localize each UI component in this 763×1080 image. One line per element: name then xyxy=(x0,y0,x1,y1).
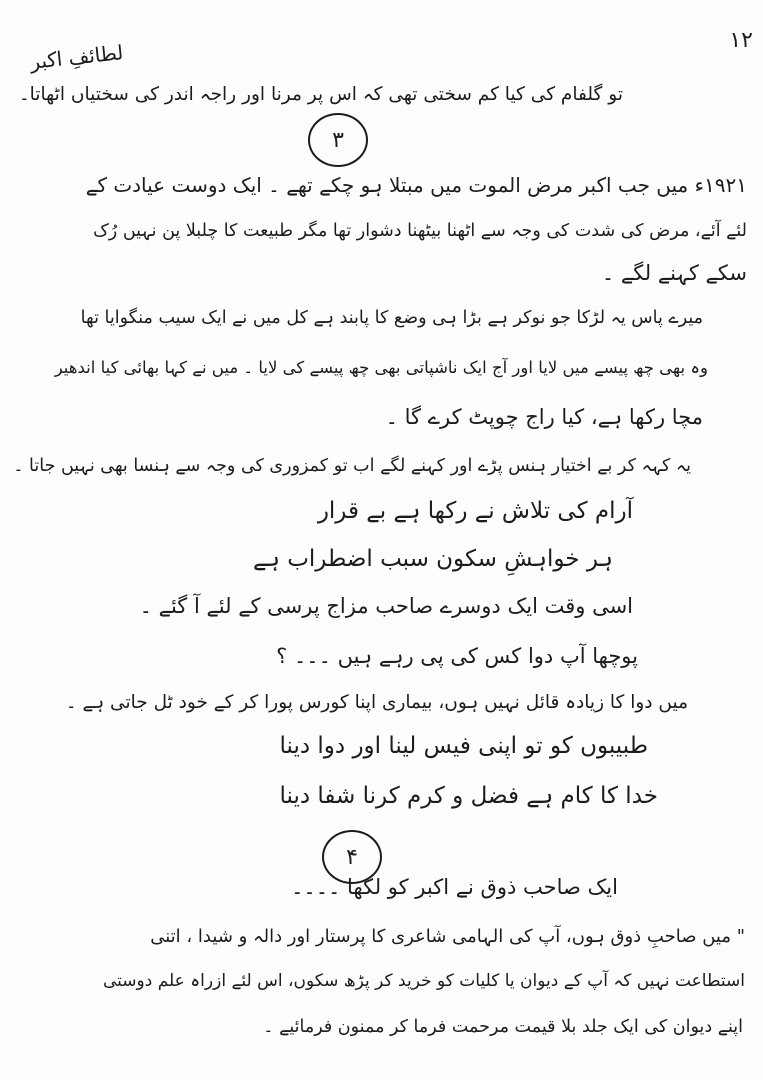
paragraph-line: سکے کہنے لگے ۔ xyxy=(601,261,747,285)
section-number-label: ۴ xyxy=(346,844,358,870)
verse-line: طبیبوں کو تو اپنی فیس لینا اور دوا دینا xyxy=(279,733,648,759)
page-number: ۱۲ xyxy=(729,28,753,53)
paragraph-line: لئے آئے، مرض کی شدت کی وجہ سے اٹھنا بیٹھنا دشوار تھا مگر طبیعت کا چلبلا پن نہیں رُک xyxy=(93,221,747,241)
paragraph-line: میرے پاس یہ لڑکا جو نوکر ہے بڑا ہی وضع کا پابند ہے کل میں نے ایک سیب منگوایا تھا xyxy=(80,308,703,328)
paragraph-line: وہ بھی چھ پیسے میں لایا اور آج ایک ناشپاتی بھی چھ پیسے کی لایا ۔ میں نے کہا بھائی کیا اندھیر xyxy=(54,358,708,377)
verse-line: خدا کا کام ہے فضل و کرم کرنا شفا دینا xyxy=(279,783,658,809)
book-title: لطائفِ اکبر xyxy=(28,40,124,74)
section-number-3 xyxy=(308,113,368,167)
paragraph-line: پوچھا آپ دوا کس کی پی رہے ہیں ۔۔۔ ؟ xyxy=(276,644,638,668)
paragraph-line: ۱۹۲۱ء میں جب اکبر مرض الموت میں مبتلا ہو چکے تھے ۔ ایک دوست عیادت کے xyxy=(85,173,747,197)
paragraph-line: ایک صاحب ذوق نے اکبر کو لکھا ۔۔۔۔ xyxy=(291,875,618,899)
paragraph-line: استطاعت نہیں کہ آپ کے دیوان یا کلیات کو خرید کر پڑھ سکوں، اس لئے ازراہ علم دوستی xyxy=(103,971,745,991)
paragraph-line: اپنے دیوان کی ایک جلد بلا قیمت مرحمت فرما کر ممنون فرمائیے ۔ xyxy=(263,1017,743,1037)
paragraph-line: " میں صاحبِ ذوق ہوں، آپ کی الہامی شاعری کا پرستار اور دالہ و شیدا ، اتنی xyxy=(150,926,745,947)
verse-line: آرام کی تلاش نے رکھا ہے بے قرار xyxy=(317,498,633,524)
paragraph-line: تو گلفام کی کیا کم سختی تھی کہ اس پر مرنا اور راجہ اندر کی سختیاں اٹھاتا۔ xyxy=(18,84,623,105)
paragraph-line: یہ کہہ کر بے اختیار ہنس پڑے اور کہنے لگے اب تو کمزوری کی وجہ سے ہنسا بھی نہیں جاتا ۔ xyxy=(13,456,691,476)
section-number-label: ۳ xyxy=(332,127,344,153)
paragraph-line: مچا رکھا ہے، کیا راج چوپٹ کرے گا ۔ xyxy=(385,405,703,429)
paragraph-line: میں دوا کا زیادہ قائل نہیں ہوں، بیماری اپنا کورس پورا کر کے خود ٹل جاتی ہے ۔ xyxy=(65,692,688,713)
verse-line: ہر خواہشِ سکون سبب اضطراب ہے xyxy=(252,546,613,572)
paragraph-line: اسی وقت ایک دوسرے صاحب مزاج پرسی کے لئے آ گئے ۔ xyxy=(139,594,633,618)
